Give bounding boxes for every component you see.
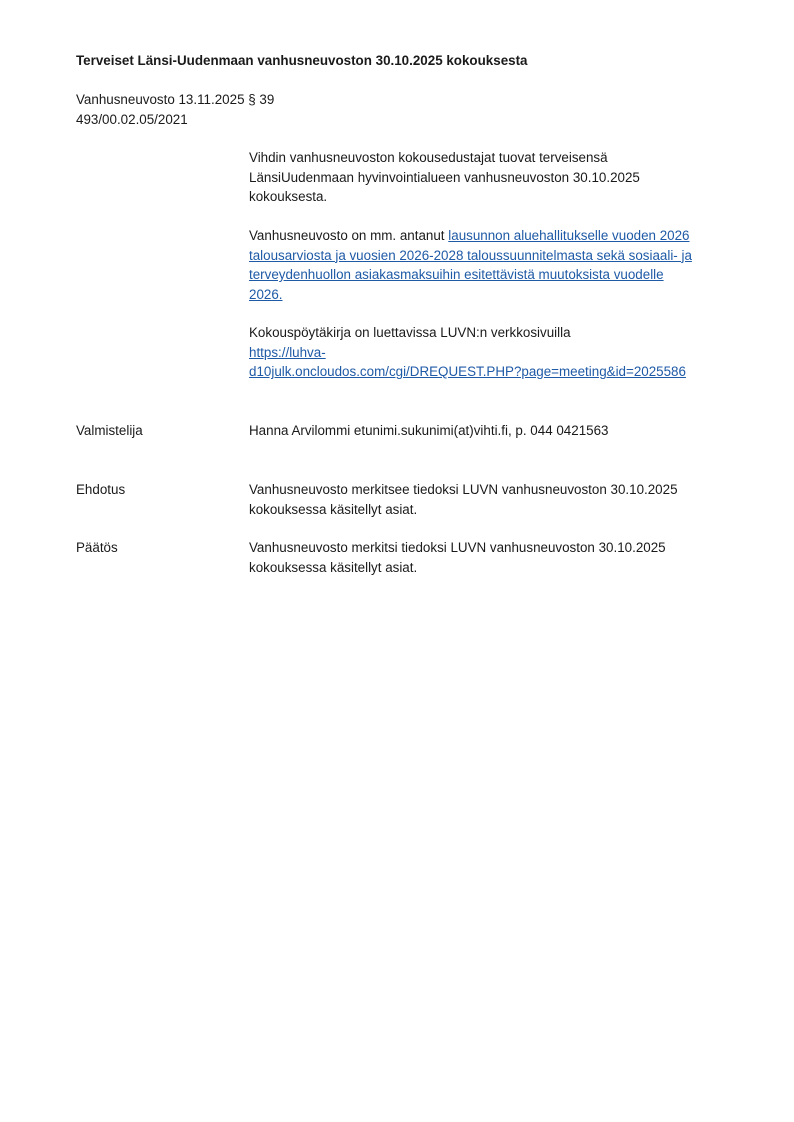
minutes-url-line [249,362,741,382]
minutes-paragraph [249,323,741,382]
intro-line: LänsiUudenmaan hyvinvointialueen vanhusneuvoston 30.10.2025 [249,169,640,185]
proposal-value [249,480,741,519]
decision-line: Vanhusneuvosto merkitsi tiedoksi LUVN vanhusneuvoston 30.10.2025 [249,540,666,555]
statement-paragraph [249,226,741,304]
decision-line: kokouksessa käsitellyt asiat. [249,559,418,575]
meeting-meta [76,90,274,129]
minutes-text: Kokouspöytäkirja on luettavissa LUVN:n verkkosivuilla [249,325,571,340]
statement-link[interactable]: lausunnon aluehallitukselle vuoden 2026 [448,228,690,243]
minutes-url-link[interactable]: d10julk.oncloudos.com/cgi/DREQUEST.PHP?page=meeting&id=2025586 [249,364,686,379]
preparer-label: Valmistelija [76,423,143,438]
intro-line: kokouksesta. [249,189,328,204]
decision-label: Päätös [76,540,118,555]
intro-paragraph [249,148,741,207]
statement-line-1 [249,226,741,246]
minutes-url-link[interactable]: https://luhva- [249,344,326,360]
document-title: Terveiset Länsi-Uudenmaan vanhusneuvoston 30.10.2025 kokouksesta [76,53,528,68]
statement-line [249,285,741,305]
statement-line [249,246,741,266]
meeting-reference: Vanhusneuvosto 13.11.2025 § 39 [76,92,275,107]
statement-prefix: Vanhusneuvosto on mm. antanut [249,228,449,243]
statement-link[interactable]: 2026. [249,286,283,302]
proposal-line: kokouksessa käsitellyt asiat. [249,501,418,517]
record-number: 493/00.02.05/2021 [76,111,188,127]
preparer-value: Hanna Arvilommi etunimi.sukunimi(at)vihti.fi, p. 044 0421563 [249,423,609,438]
statement-link[interactable]: terveydenhuollon asiakasmaksuihin esitettävistä muutoksista vuodelle [249,267,664,282]
minutes-url-line [249,343,741,363]
statement-link[interactable]: talousarviosta ja vuosien 2026-2028 taloussuunnitelmasta sekä sosiaali- ja [249,247,692,263]
statement-line [249,265,741,285]
decision-value [249,538,741,577]
proposal-line: Vanhusneuvosto merkitsee tiedoksi LUVN vanhusneuvoston 30.10.2025 [249,482,678,497]
intro-line: Vihdin vanhusneuvoston kokousedustajat tuovat terveisensä [249,150,608,165]
proposal-label: Ehdotus [76,482,126,497]
